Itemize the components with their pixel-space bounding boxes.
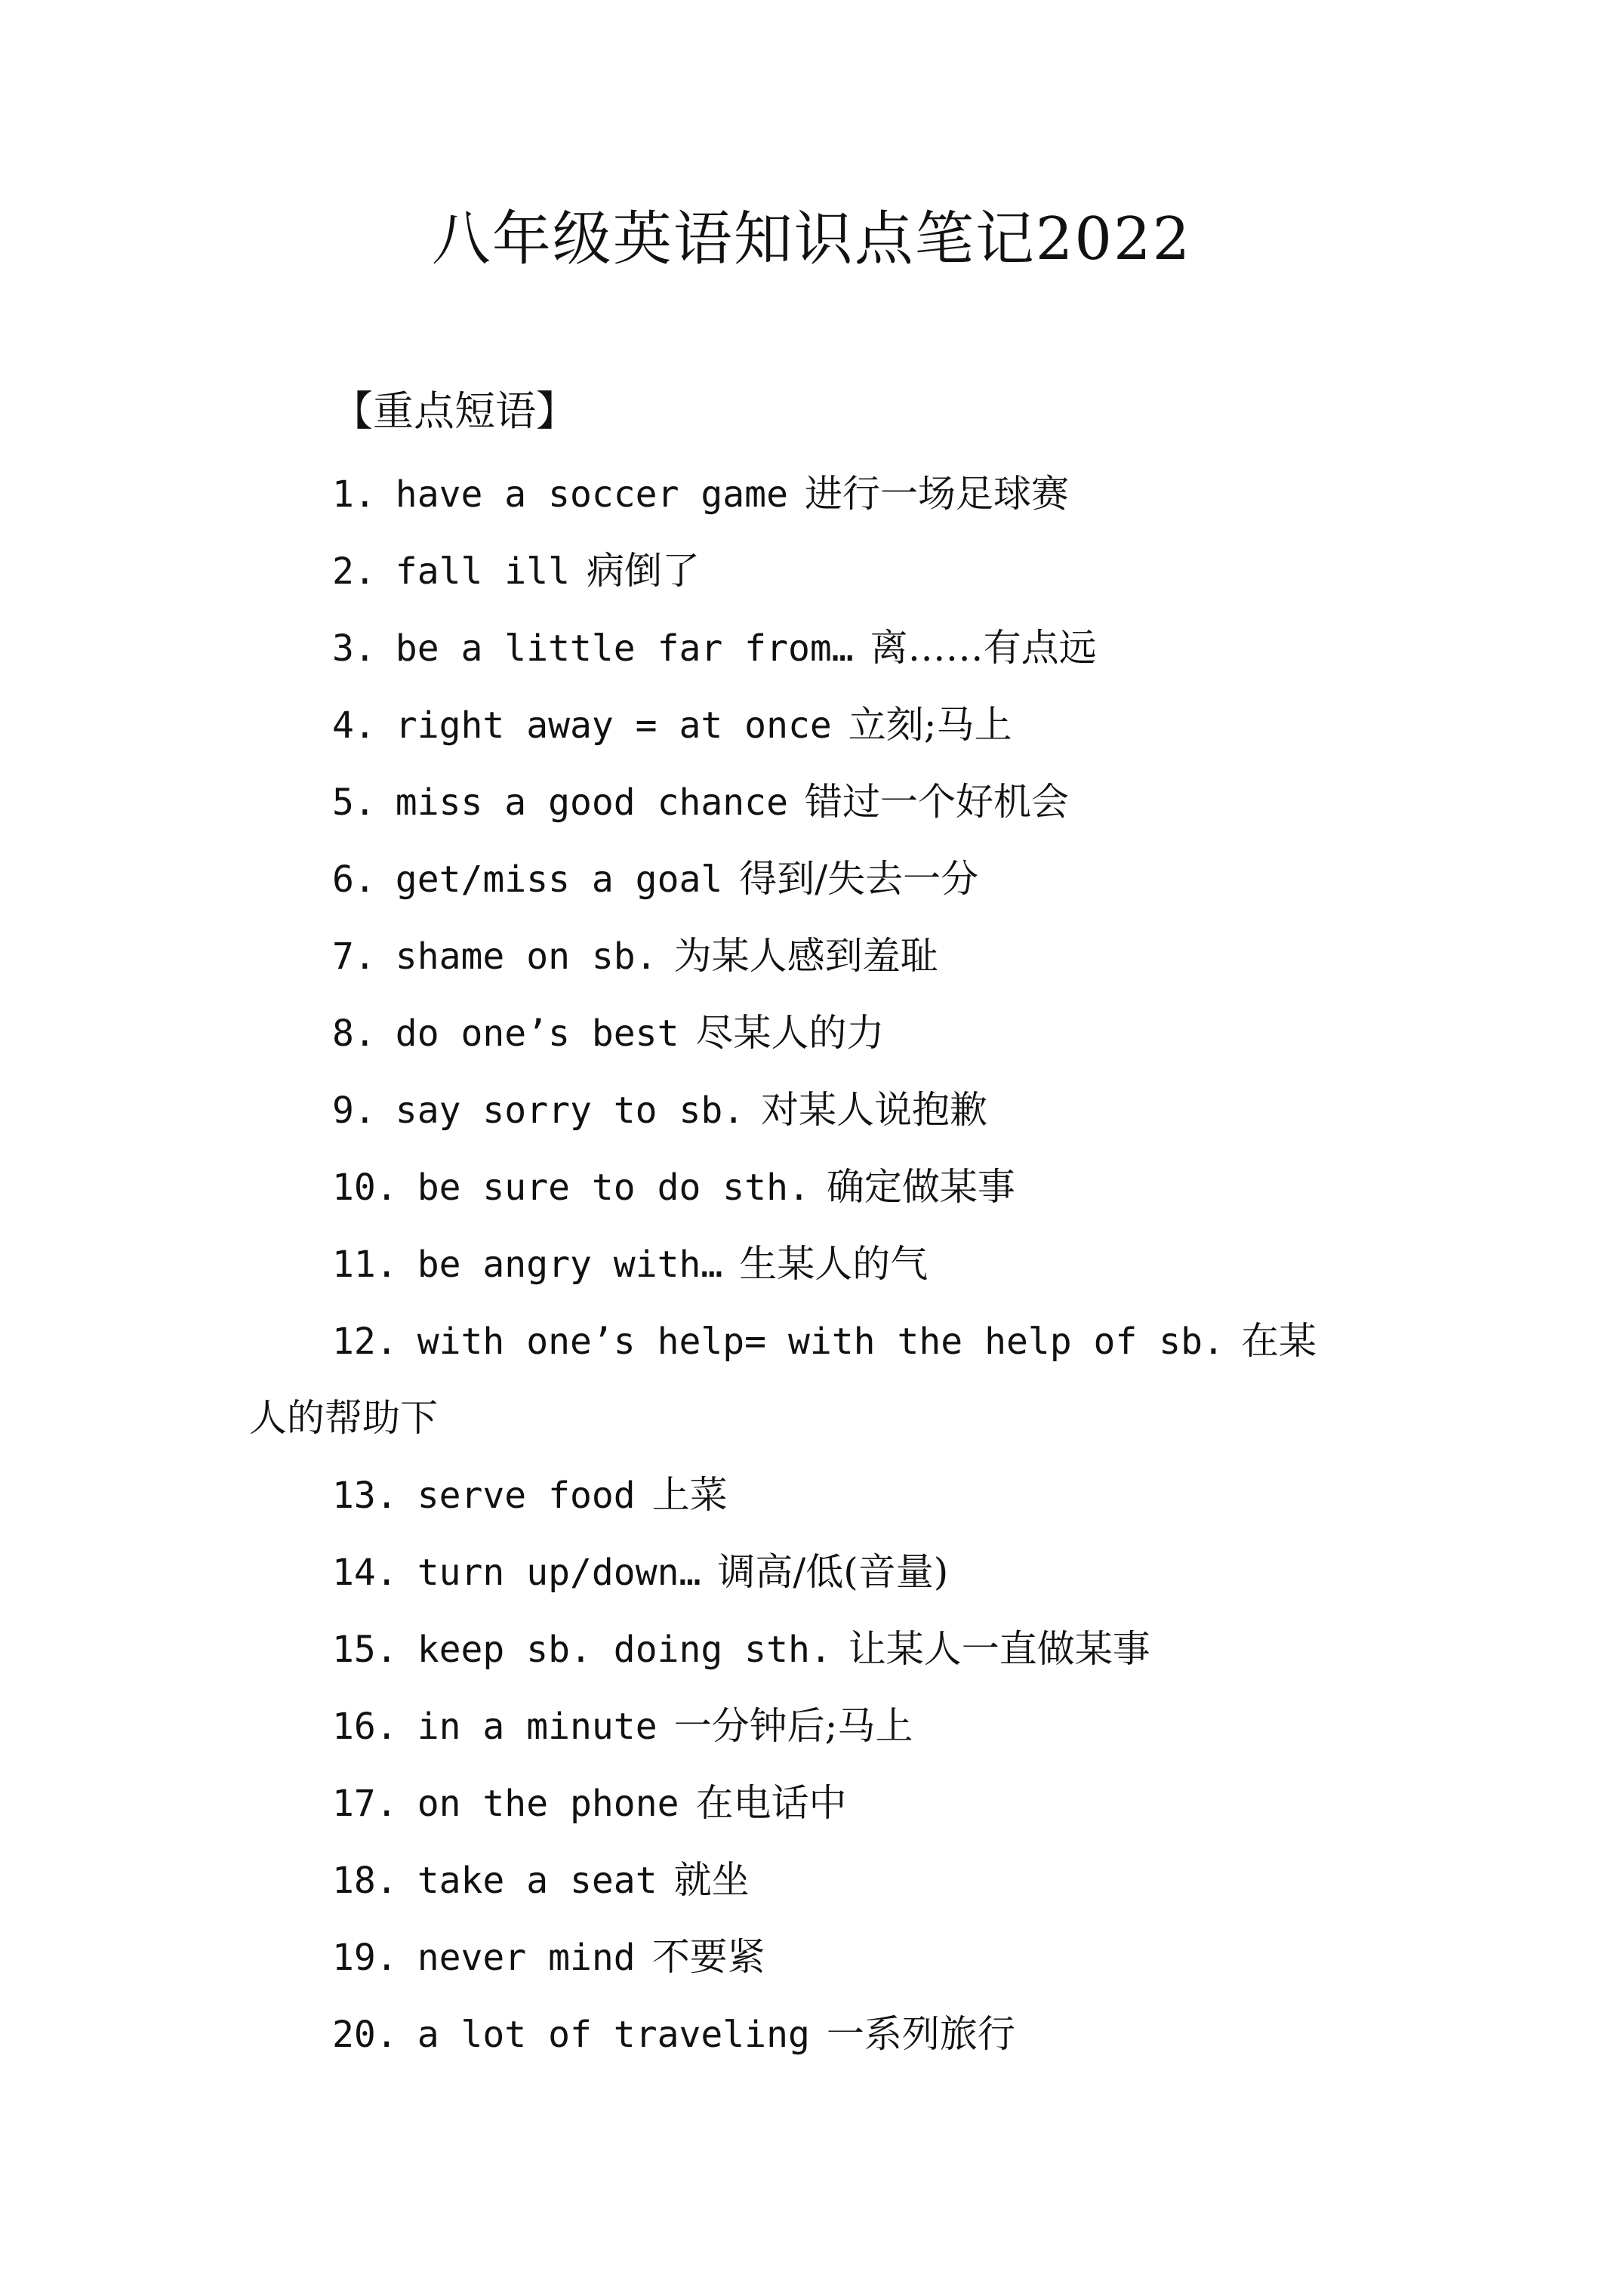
phrase-number: 10.	[332, 1166, 398, 1209]
phrase-chinese: 错过一个好机会	[804, 780, 1069, 824]
phrase-number: 4.	[332, 704, 376, 747]
document-title: 八年级英语知识点笔记2022	[431, 205, 1192, 273]
phrase-chinese: 在电话中	[695, 1781, 847, 1825]
phrase-english: have a soccer game	[395, 473, 788, 516]
phrase-chinese: 得到/失去一分	[739, 857, 979, 901]
phrase-english: say sorry to sb.	[395, 1089, 745, 1132]
phrase-number: 7.	[332, 935, 376, 978]
phrase-item	[332, 1850, 750, 1911]
phrase-chinese: 调高/低(音量)	[717, 1550, 949, 1594]
phrase-item	[332, 464, 1069, 525]
phrase-item	[332, 1465, 728, 1526]
phrase-english: never mind	[417, 1937, 636, 1979]
phrase-item	[332, 1773, 846, 1834]
phrase-english: on the phone	[417, 1783, 679, 1825]
phrase-continuation: 人的帮助下	[249, 1396, 438, 1440]
phrase-number: 5.	[332, 781, 376, 824]
phrase-item	[332, 1234, 928, 1295]
phrase-number: 3.	[332, 627, 376, 670]
phrase-item	[332, 1619, 1150, 1680]
phrase-english: be angry with…	[417, 1244, 723, 1286]
phrase-english: serve food	[417, 1475, 636, 1517]
phrase-english: fall ill	[395, 550, 570, 593]
phrase-chinese: 一分钟后;马上	[673, 1704, 913, 1748]
phrase-english: miss a good chance	[395, 781, 788, 824]
phrase-english: shame on sb.	[395, 935, 658, 978]
phrase-item	[332, 1080, 987, 1141]
phrase-chinese: 不要紧	[651, 1935, 765, 1979]
phrase-number: 16.	[332, 1706, 398, 1748]
phrase-english: do one’s best	[395, 1012, 679, 1055]
phrase-english: with one’s help= with the help of sb.	[417, 1321, 1224, 1363]
phrase-number: 8.	[332, 1012, 376, 1055]
phrase-number: 6.	[332, 858, 376, 901]
phrase-number: 12.	[332, 1321, 398, 1363]
phrase-english: be sure to do sth.	[417, 1166, 810, 1209]
phrase-number: 13.	[332, 1475, 398, 1517]
phrase-item	[332, 1157, 1015, 1218]
phrase-chinese: 生某人的气	[739, 1242, 929, 1286]
phrase-chinese: 确定做某事	[826, 1165, 1015, 1209]
phrase-chinese: 在某	[1240, 1319, 1317, 1363]
phrase-number: 9.	[332, 1089, 376, 1132]
phrase-item	[332, 1542, 948, 1603]
phrase-item	[332, 695, 1012, 756]
phrase-number: 14.	[332, 1552, 398, 1594]
phrase-english: be a little far from…	[395, 627, 854, 670]
phrase-number: 1.	[332, 473, 376, 516]
phrase-number: 15.	[332, 1629, 398, 1671]
phrase-chinese: 让某人一直做某事	[848, 1627, 1150, 1671]
phrase-item	[332, 2004, 1015, 2065]
phrase-chinese: 尽某人的力	[695, 1011, 885, 1055]
phrase-item	[332, 849, 978, 910]
phrase-number: 20.	[332, 2014, 398, 2056]
phrase-english: right away = at once	[395, 704, 832, 747]
section-heading: 【重点短语】	[332, 387, 577, 435]
phrase-english: take a seat	[417, 1860, 658, 1902]
phrase-item	[332, 541, 700, 602]
phrase-number: 2.	[332, 550, 376, 593]
phrase-english: get/miss a goal	[395, 858, 723, 901]
phrase-chinese: 立刻;马上	[848, 703, 1012, 747]
phrase-item	[332, 618, 1097, 679]
phrase-item	[332, 1003, 884, 1064]
phrase-item	[332, 1927, 765, 1988]
phrase-chinese: 上菜	[651, 1473, 728, 1517]
phrase-chinese: 离……有点远	[870, 626, 1097, 670]
phrase-chinese: 对某人说抱歉	[761, 1088, 988, 1132]
phrase-chinese: 一系列旅行	[826, 2012, 1015, 2056]
phrase-item	[332, 1696, 913, 1757]
phrase-chinese: 就坐	[673, 1858, 750, 1902]
phrase-item	[332, 926, 938, 987]
phrase-number: 18.	[332, 1860, 398, 1902]
phrase-number: 17.	[332, 1783, 398, 1825]
phrase-item	[332, 772, 1069, 833]
phrase-english: a lot of traveling	[417, 2014, 810, 2056]
phrase-chinese: 病倒了	[586, 549, 700, 593]
phrase-chinese: 为某人感到羞耻	[673, 934, 938, 978]
phrase-item	[332, 1311, 1317, 1372]
phrase-chinese: 进行一场足球赛	[804, 472, 1069, 516]
phrase-english: turn up/down…	[417, 1552, 701, 1594]
phrase-english: keep sb. doing sth.	[417, 1629, 832, 1671]
phrase-english: in a minute	[417, 1706, 658, 1748]
phrase-number: 11.	[332, 1244, 398, 1286]
phrase-number: 19.	[332, 1937, 398, 1979]
